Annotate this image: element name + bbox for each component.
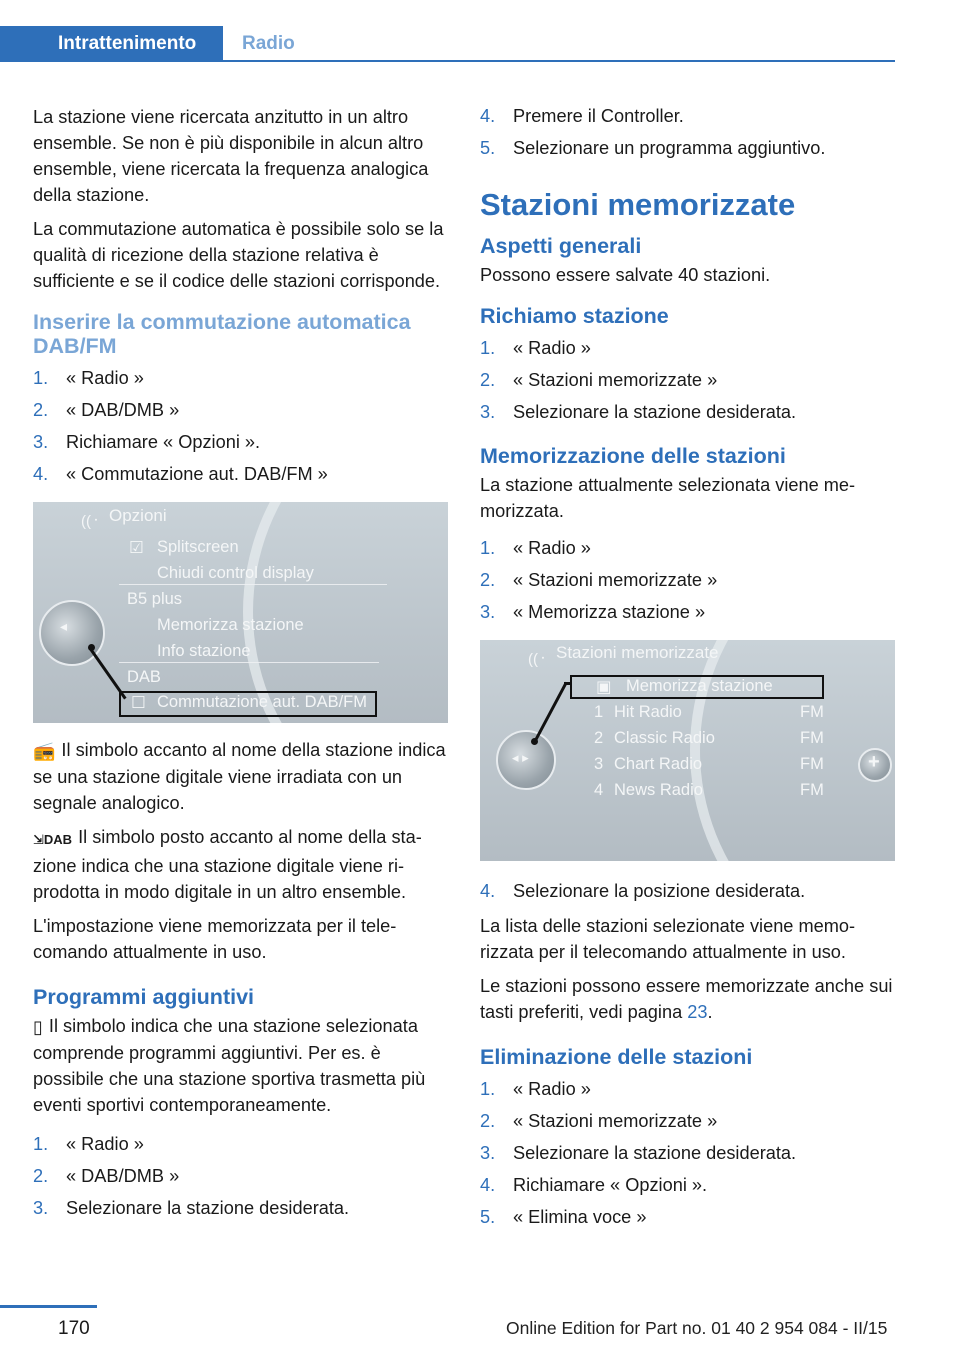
plus-icon: +: [868, 751, 880, 773]
menu-close-display: Chiudi control display: [157, 564, 314, 582]
step-number: 5.: [480, 1207, 496, 1227]
separator: [119, 662, 379, 663]
heading-general: Aspetti generali: [480, 234, 642, 258]
steps-additional-programs-cont: [480, 100, 896, 164]
screen-frame-arc: [243, 502, 448, 723]
step-number: 1.: [480, 338, 496, 358]
station-name: News Radio: [614, 781, 703, 799]
step-number: 1.: [33, 368, 49, 388]
store-icon: ▣: [596, 678, 612, 696]
station-number: 2: [594, 729, 604, 747]
separator: [119, 584, 387, 585]
step-number: 3.: [480, 1143, 496, 1163]
menu-station-info: Info stazione: [157, 642, 251, 660]
step-item: [33, 1160, 449, 1192]
menu-station-b5: B5 plus: [127, 590, 183, 608]
page-number: 170: [58, 1318, 90, 1339]
paragraph-analog-icon: 📻 Il simbolo accanto al nome della stazione indica se una stazione digitale viene irradiata con un segnale analogico.: [33, 740, 446, 813]
step-number: 1.: [480, 538, 496, 558]
step-text: Richiamare « Opzioni ».: [513, 1175, 708, 1195]
step-item: [33, 362, 449, 394]
heading-store-stations: Memorizzazione delle stazioni: [480, 444, 786, 468]
step-text: « Commutazione aut. DAB/FM »: [66, 464, 328, 484]
screen-title-stored: Stazioni memorizzate: [556, 643, 719, 662]
step-number: 4.: [480, 881, 496, 901]
step-text: « Elimina voce »: [513, 1207, 647, 1227]
steps-delete: [480, 1073, 896, 1233]
antenna-icon: ((᠂: [81, 513, 98, 530]
step-item: [480, 1073, 896, 1105]
step-item: [480, 1137, 896, 1169]
step-number: 3.: [480, 602, 496, 622]
step-item: [33, 458, 449, 490]
step-number: 1.: [33, 1134, 49, 1154]
step-number: 4.: [480, 1175, 496, 1195]
station-band: FM: [800, 781, 824, 799]
step-text: « Stazioni memorizzate »: [513, 570, 718, 590]
menu-store-station: Memorizza stazione: [157, 616, 304, 634]
step-text: Selezionare la posizione desiderata.: [513, 881, 806, 901]
steps-auto-switch: [33, 362, 449, 490]
step-text: « Memorizza stazione »: [513, 602, 706, 622]
step-text: « Stazioni memorizzate »: [513, 370, 718, 390]
additional-program-icon: ▯: [33, 1017, 43, 1037]
station-name: Hit Radio: [614, 703, 682, 721]
heading-auto-switch: Inserire la commutazione automatica DAB/FM: [33, 310, 411, 358]
step-item: [480, 596, 896, 628]
steps-store: [480, 532, 896, 628]
footer-rule: [0, 1305, 97, 1308]
step-item: [480, 100, 896, 132]
step-item: [33, 394, 449, 426]
step-item: [480, 532, 896, 564]
step-item: [33, 1192, 449, 1224]
step-number: 1.: [480, 1079, 496, 1099]
step-text: « Stazioni memorizzate »: [513, 1111, 718, 1131]
steps-additional-programs: [33, 1128, 449, 1224]
dab-icon: ⇲DAB: [33, 832, 73, 847]
station-band: FM: [800, 755, 824, 773]
step-number: 2.: [480, 370, 496, 390]
menu-store-station: Memorizza stazione: [626, 677, 773, 695]
pointer-line: [89, 647, 127, 700]
step-text: « Radio »: [513, 338, 591, 358]
step-text: Selezionare un programma aggiuntivo.: [513, 138, 826, 158]
paragraph-general: Possono essere salvate 40 stazioni.: [480, 265, 771, 285]
step-number: 5.: [480, 138, 496, 158]
step-number: 3.: [33, 432, 49, 452]
station-name: Chart Radio: [614, 755, 703, 773]
menu-splitscreen: Splitscreen: [157, 538, 239, 556]
tab-radio[interactable]: Radio: [242, 33, 295, 54]
step-number: 2.: [33, 400, 49, 420]
step-text: Selezionare la stazione desiderata.: [513, 1143, 797, 1163]
paragraph-store: La stazione attualmente selezionata viene memorizzata.: [480, 475, 856, 521]
page-link[interactable]: 23: [687, 1002, 708, 1022]
arrow-left-right-icon: ◂ ▸: [512, 750, 529, 765]
step-number: 2.: [33, 1166, 49, 1186]
analog-signal-icon: 📻: [33, 741, 56, 761]
station-number: 3: [594, 755, 604, 773]
heading-stored-stations: Stazioni memorizzate: [480, 187, 796, 222]
step-item: [480, 132, 896, 164]
step-number: 3.: [480, 402, 496, 422]
step-text: Premere il Controller.: [513, 106, 684, 126]
step-item: [33, 1128, 449, 1160]
paragraph-ensemble: La stazione viene ricercata anzitutto in un altro ensemble. Se non è più disponibile in alcun altro ensemble, viene ricercata la frequenza analogica della stazione.: [33, 107, 429, 205]
station-name: Classic Radio: [614, 729, 715, 747]
screenshot-stored-stations: [480, 640, 895, 861]
steps-store-cont: [480, 875, 896, 907]
tab-intrattenimento[interactable]: Intrattenimento: [0, 26, 223, 62]
step-item: [480, 1201, 896, 1233]
step-text: « Radio »: [66, 1134, 144, 1154]
edition-note: Online Edition for Part no. 01 40 2 954 084 - II/15: [506, 1318, 888, 1338]
paragraph-auto-switch: La commutazione automatica è possibile solo se la qualità di ricezione della stazione relativa è sufficiente e se il codice delle stazioni corrisponde.: [33, 219, 444, 291]
step-text: Richiamare « Opzioni ».: [66, 432, 261, 452]
station-number: 1: [594, 703, 604, 721]
antenna-icon: ((᠂: [528, 651, 545, 668]
step-item: [33, 426, 449, 458]
step-text: « Radio »: [513, 538, 591, 558]
step-text: « Radio »: [66, 368, 144, 388]
step-item: [480, 364, 896, 396]
step-item: [480, 875, 896, 907]
step-item: [480, 332, 896, 364]
paragraph-dab-icon: ⇲DAB Il simbolo posto accanto al nome della stazione indica che una stazione digitale viene riprodotta in modo digitale in un altro ensemble.: [33, 827, 422, 902]
heading-additional-programs: Programmi aggiuntivi: [33, 985, 255, 1009]
steps-recall: [480, 332, 896, 428]
right-column: [480, 100, 896, 1239]
arrow-left-icon: ◂: [60, 618, 68, 634]
paragraph-favorites: Le stazioni possono essere memorizzate anche sui tasti preferiti, vedi pagina 23.: [480, 976, 893, 1022]
step-item: [480, 564, 896, 596]
pointer-line-h: [564, 682, 572, 685]
step-item: [480, 1169, 896, 1201]
paragraph-additional-programs: ▯ Il simbolo indica che una stazione selezionata comprende programmi aggiuntivi. Per es. è possibile che una stazione sportiva trasmetta più eventi sportivi contemporaneamente.: [33, 1016, 426, 1115]
step-number: 3.: [33, 1198, 49, 1218]
step-text: « DAB/DMB »: [66, 1166, 180, 1186]
step-text: Selezionare la stazione desiderata.: [66, 1198, 350, 1218]
heading-delete-stations: Eliminazione delle stazioni: [480, 1045, 753, 1069]
screenshot-options-menu: [33, 502, 448, 723]
pointer-line: [534, 682, 568, 742]
checkbox-icon: ☐: [131, 694, 146, 712]
left-column: [33, 104, 449, 1230]
menu-row-splitscreen: ☑: [129, 539, 144, 557]
station-band: FM: [800, 703, 824, 721]
header-tabs: [0, 26, 895, 62]
heading-recall-station: Richiamo stazione: [480, 304, 669, 328]
step-number: 2.: [480, 1111, 496, 1131]
step-number: 4.: [33, 464, 49, 484]
station-band: FM: [800, 729, 824, 747]
step-item: [480, 1105, 896, 1137]
menu-auto-dab-fm: Commutazione aut. DAB/FM: [157, 693, 367, 711]
step-number: 4.: [480, 106, 496, 126]
station-number: 4: [594, 781, 604, 799]
step-item: [480, 396, 896, 428]
step-text: « DAB/DMB »: [66, 400, 180, 420]
step-text: « Radio »: [513, 1079, 591, 1099]
paragraph-list-stored: La lista delle stazioni selezionate viene memorizzata per il telecomando attualmente in uso.: [480, 916, 856, 962]
menu-dab: DAB: [127, 668, 161, 686]
screen-title-options: Opzioni: [109, 506, 167, 525]
step-text: Selezionare la stazione desiderata.: [513, 402, 797, 422]
paragraph-remote: L'impostazione viene memorizzata per il telecomando attualmente in uso.: [33, 916, 397, 962]
step-number: 2.: [480, 570, 496, 590]
